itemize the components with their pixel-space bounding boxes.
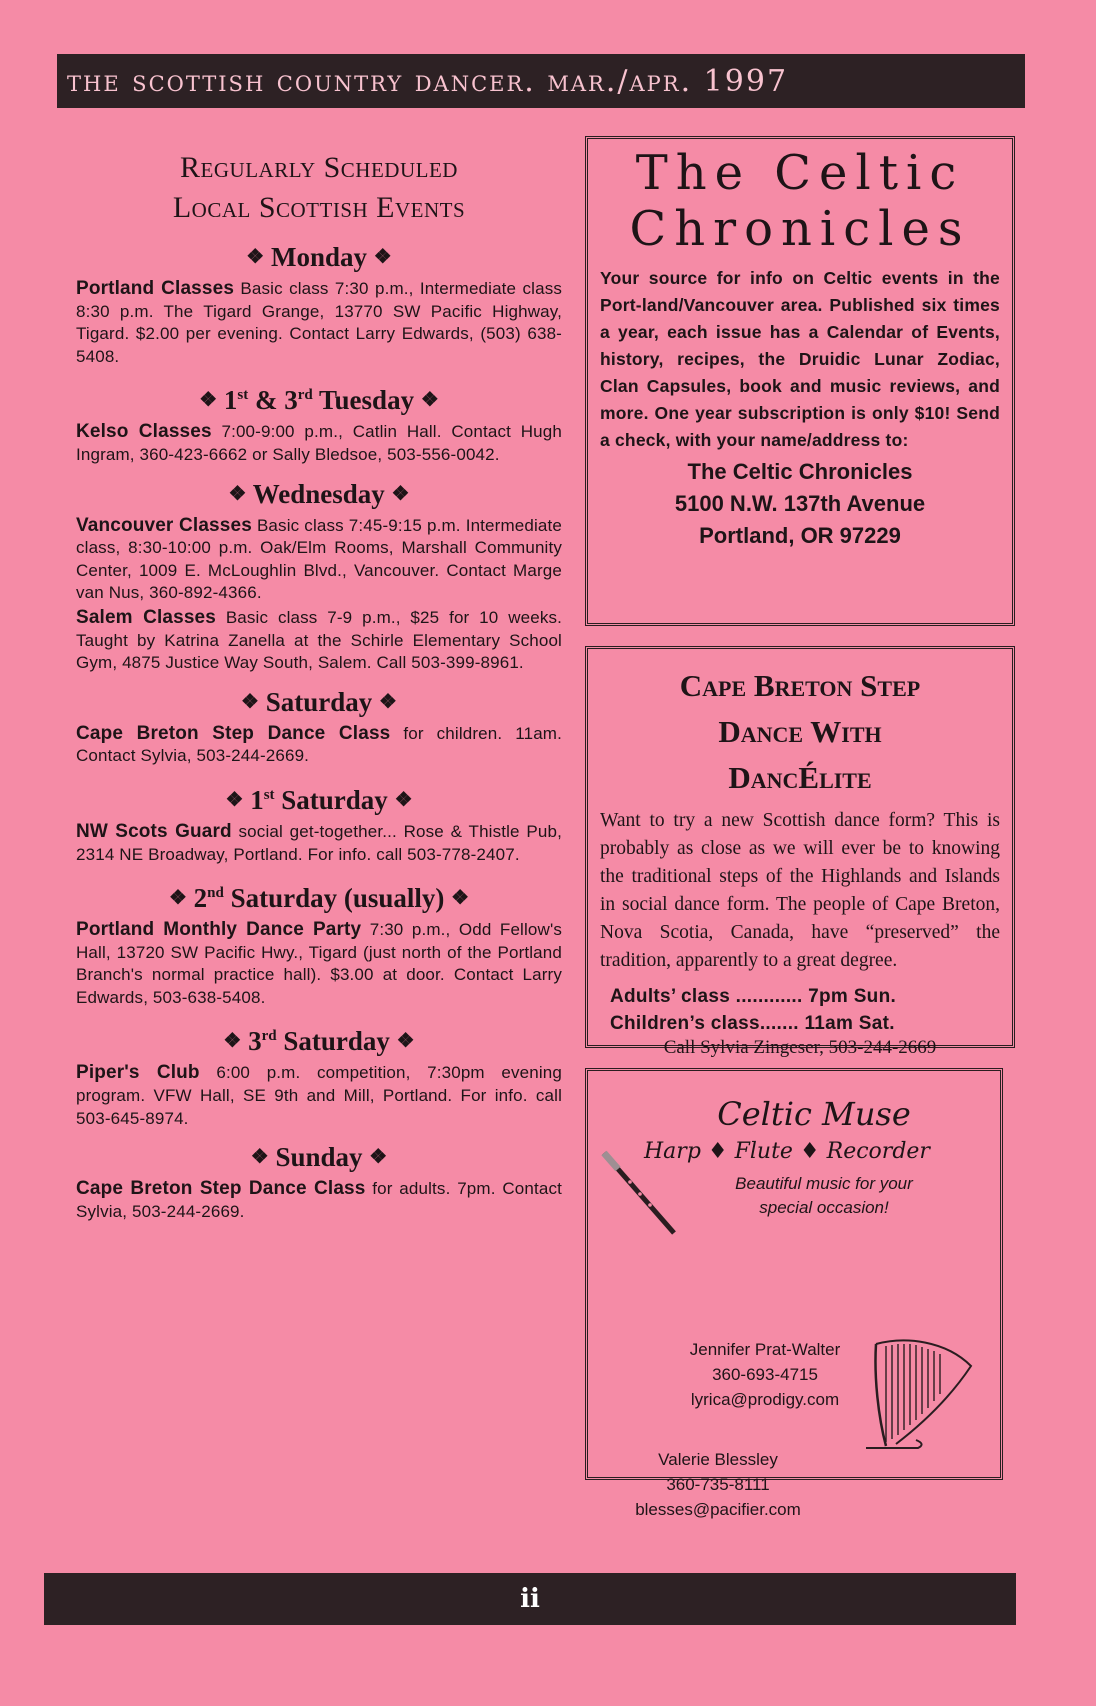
ornament-icon: ❖ bbox=[250, 1146, 269, 1169]
day-heading bbox=[76, 1019, 562, 1058]
day-heading bbox=[76, 378, 562, 417]
day-heading bbox=[76, 477, 562, 511]
day-heading bbox=[76, 778, 562, 817]
ornament-icon: ❖ bbox=[223, 1030, 242, 1053]
cape-breton-title: Cape Breton Step Dance With DancÉlite bbox=[679, 668, 921, 795]
cape-breton-ad bbox=[585, 646, 1015, 1058]
event-name: Portland Classes bbox=[76, 278, 235, 299]
flute-icon bbox=[600, 1149, 680, 1239]
event-entry bbox=[76, 1062, 562, 1130]
ornament-icon: ❖ bbox=[379, 690, 397, 713]
event-entry bbox=[76, 515, 562, 605]
event-entry bbox=[76, 723, 562, 768]
celtic-muse-ad bbox=[585, 1068, 1003, 1519]
event-details: 7:30 p.m., Odd Fellow's Hall, 13720 SW Pacific Hwy., Tigard (just north of the Portland Branch's normal practice hall). $3.00 at door. Contact Larry Edwards, 503-638-5408. bbox=[76, 920, 562, 1007]
celtic-chronicles-title: The Celtic Chronicles bbox=[629, 145, 971, 257]
day-heading bbox=[76, 685, 562, 719]
day-label: Saturday bbox=[258, 686, 380, 717]
celtic-chronicles-ad bbox=[585, 136, 1015, 626]
ornament-icon: ❖ bbox=[396, 1030, 415, 1053]
event-name: Cape Breton Step Dance Class bbox=[76, 722, 391, 744]
event-details: social get-together... Rose & Thistle Pub, 2314 NE Broadway, Portland. For info. call 503-778-2407. bbox=[76, 821, 562, 864]
day-label: 1st & 3rd Tuesday bbox=[217, 385, 421, 416]
ornament-icon: ❖ bbox=[241, 690, 259, 713]
ornament-icon: ❖ bbox=[420, 389, 439, 412]
event-details: for children. 11am. Contact Sylvia, 503-244-2669. bbox=[76, 723, 562, 766]
day-label: 2nd Saturday (usually) bbox=[186, 883, 452, 914]
page-number: ii bbox=[44, 1573, 1016, 1625]
ornament-icon: ❖ bbox=[451, 887, 470, 910]
event-details: for adults. 7pm. Contact Sylvia, 503-244-2669. bbox=[76, 1179, 563, 1221]
ornament-icon: ❖ bbox=[199, 389, 218, 412]
event-name: Salem Classes bbox=[76, 606, 216, 628]
event-details: Basic class 7:30 p.m., Intermediate class 8:30 p.m. The Tigard Grange, 13770 SW Pacific Highway, Tigard. $2.00 per evening. Contact Larry Edwards, (503) 638-5408. bbox=[76, 279, 562, 366]
event-name: Portland Monthly Dance Party bbox=[76, 919, 362, 941]
contact-valerie: Valerie Blessley 360-735-8111 blesses@pacifier.com bbox=[635, 1450, 801, 1519]
contact-jennifer: Jennifer Prat-Walter 360-693-4715 lyrica@prodigy.com bbox=[689, 1340, 841, 1409]
celtic-muse-instruments: Harp ♦ Flute ♦ Recorder bbox=[644, 1139, 930, 1164]
events-heading: Regularly Scheduled Local Scottish Events bbox=[172, 151, 466, 224]
day-label: Wednesday bbox=[246, 478, 392, 509]
event-entry bbox=[76, 1178, 562, 1223]
harp-icon bbox=[856, 1336, 981, 1456]
events-list bbox=[76, 240, 562, 1223]
day-heading bbox=[76, 876, 562, 915]
celtic-muse-name: Celtic Muse bbox=[717, 1095, 911, 1133]
ornament-icon: ❖ bbox=[394, 788, 413, 811]
ornament-icon: ❖ bbox=[168, 887, 187, 910]
celtic-chronicles-body: Your source for info on Celtic events in the Port-land/Vancouver area. Published six times a year, each issue has a Calendar of Events, history, recipes, the Druidic Lunar Zodiac, Clan Capsules, book and music reviews, and more. One year subscription is only $10! Send a check, with your name/address to: bbox=[600, 268, 1000, 450]
ornament-icon: ❖ bbox=[246, 246, 265, 268]
event-entry bbox=[76, 278, 562, 368]
day-label: Monday bbox=[264, 242, 374, 272]
day-heading bbox=[76, 1140, 562, 1174]
ornament-icon: ❖ bbox=[391, 482, 410, 505]
event-name: Kelso Classes bbox=[76, 421, 212, 443]
event-details: Basic class 7-9 p.m., $25 for 10 weeks. Taught by Katrina Zanella at the Schirle Elementary School Gym, 4875 Justice Way South, Salem. Call 503-399-8961. bbox=[76, 607, 563, 673]
event-name: Vancouver Classes bbox=[76, 514, 252, 536]
celtic-muse-tagline: Beautiful music for your special occasion! bbox=[735, 1174, 913, 1217]
ornament-icon: ❖ bbox=[225, 788, 244, 811]
celtic-chronicles-address: The Celtic Chronicles 5100 N.W. 137th Avenue Portland, OR 97229 bbox=[674, 459, 926, 548]
event-name: Piper's Club bbox=[76, 1062, 200, 1084]
local-events-column bbox=[76, 148, 562, 1225]
ornament-icon: ❖ bbox=[369, 1146, 388, 1169]
day-label: 3rd Saturday bbox=[241, 1026, 397, 1057]
event-details: 6:00 p.m. competition, 7:30pm evening program. VFW Hall, SE 9th and Mill, Portland. For info. call 503-645-8974. bbox=[76, 1063, 562, 1128]
ornament-icon: ❖ bbox=[228, 482, 247, 505]
cape-breton-schedule: Adults’ class ............ 7pm Sun. Children’s class....... 11am Sat. bbox=[610, 986, 897, 1034]
event-entry bbox=[76, 607, 562, 675]
event-entry bbox=[76, 421, 562, 466]
day-label: Sunday bbox=[268, 1142, 370, 1173]
event-entry bbox=[76, 821, 562, 866]
day-label: 1st Saturday bbox=[243, 784, 395, 815]
ornament-icon: ❖ bbox=[373, 246, 392, 268]
event-details: Basic class 7:45-9:15 p.m. Intermediate class, 8:30-10:00 p.m. Oak/Elm Rooms, Marshall Community Center, 1009 E. McLoughlin Blvd., Vancouver. Contact Marge van Nus, 360-892-4366. bbox=[76, 515, 562, 603]
event-name: Cape Breton Step Dance Class bbox=[76, 1178, 366, 1200]
event-details: 7:00-9:00 p.m., Catlin Hall. Contact Hugh Ingram, 360-423-6662 or Sally Bledsoe, 503-556-0042. bbox=[76, 422, 562, 464]
event-name: NW Scots Guard bbox=[76, 820, 232, 842]
cape-breton-body: Want to try a new Scottish dance form? This is probably as close as we will ever be to knowing the traditional steps of the Highlands and Islands in social dance form. The people of Cape Breton, Nova Scotia, Canada, have “preserved” the tradition, apparently to a great degree. bbox=[600, 810, 1000, 971]
event-entry bbox=[76, 919, 562, 1009]
day-heading bbox=[76, 240, 562, 274]
masthead: the scottish country dancer. mar./apr. 1997 bbox=[57, 54, 1025, 108]
cape-breton-contact: Call Sylvia Zingeser, 503-244-2669 bbox=[663, 1037, 937, 1058]
